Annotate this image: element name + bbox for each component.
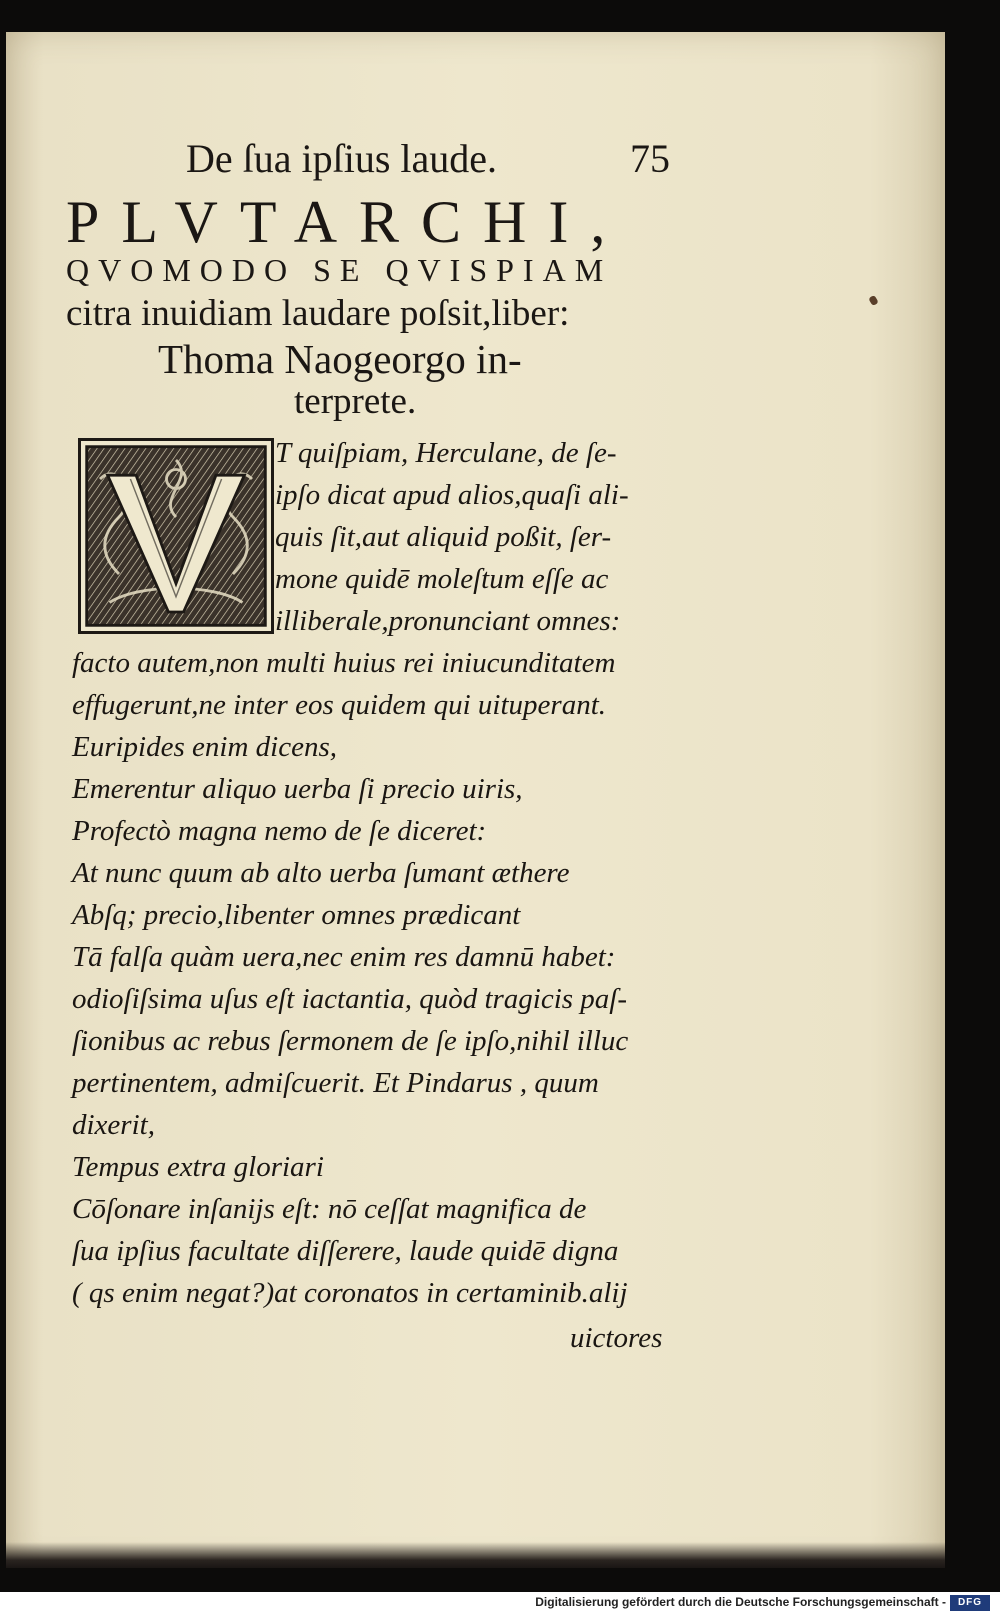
page-edge-shadow <box>6 1542 945 1568</box>
verse-line: At nunc quum ab alto uerba ſumant æthere <box>72 857 570 889</box>
text-line: ( qs enim negat?)at coronatos in certaminib.alij <box>72 1277 628 1309</box>
text-line: Euripides enim dicens, <box>72 731 337 763</box>
title-translator: Thoma Naogeorgo in- <box>158 336 522 382</box>
page-number: 75 <box>630 136 670 181</box>
text-line: mone quidē moleſtum eſſe ac <box>275 563 609 595</box>
verse-line: Profectò magna nemo de ſe diceret: <box>72 815 487 847</box>
catchword: uictores <box>570 1322 663 1354</box>
running-head-title: De ſua ipſius laude. <box>186 136 498 181</box>
text-line: quis ſit,aut aliquid poßit, ſer- <box>275 521 612 553</box>
text-line: ſua ipſius facultate diſſerere, laude quidē digna <box>72 1235 619 1267</box>
text-line: T quiſpiam, Herculane, de ſe- <box>275 437 617 469</box>
text-line: facto autem,non multi huius rei iniucunditatem <box>72 647 616 679</box>
footer-credit: Digitalisierung gefördert durch die Deutsche Forschungsgemeinschaft - <box>535 1595 946 1609</box>
text-line: illiberale,pronunciant omnes: <box>275 605 621 637</box>
text-line: effugerunt,ne inter eos quidem qui uituperant. <box>72 689 607 721</box>
text-line: pertinentem, admiſcuerit. Et Pindarus , quum <box>72 1067 599 1099</box>
ornamental-initial-v-icon <box>78 438 274 634</box>
running-head <box>180 135 680 187</box>
verse-line: Tempus extra gloriari <box>72 1151 324 1183</box>
text-line: dixerit, <box>72 1109 155 1141</box>
verse-line: Tā falſa quàm uera,nec enim res damnū habet: <box>72 941 616 973</box>
dfg-logo-icon: DFG <box>950 1595 990 1611</box>
title-line-3: citra inuidiam laudare poſsit,liber: <box>66 293 570 334</box>
digitization-footer <box>0 1592 1000 1615</box>
verse-line: Abſq; precio,libenter omnes prædicant <box>72 899 521 931</box>
text-line: odioſiſsima uſus eſt iactantia, quòd tragicis paſ- <box>72 983 628 1015</box>
title-line-5: terprete. <box>294 381 417 422</box>
text-line: ipſo dicat apud alios,quaſi ali- <box>275 479 629 511</box>
verse-line: Emerentur aliquo uerba ſi precio uiris, <box>72 773 523 805</box>
text-line: ſionibus ac rebus ſermonem de ſe ipſo,nihil illuc <box>72 1025 629 1057</box>
verse-line: Cōſonare inſanijs eſt: nō ceſſat magnifica de <box>72 1193 587 1225</box>
title-line-2: QVOMODO SE QVISPIAM <box>66 252 613 288</box>
title-author: PLVTARCHI, <box>66 189 628 255</box>
